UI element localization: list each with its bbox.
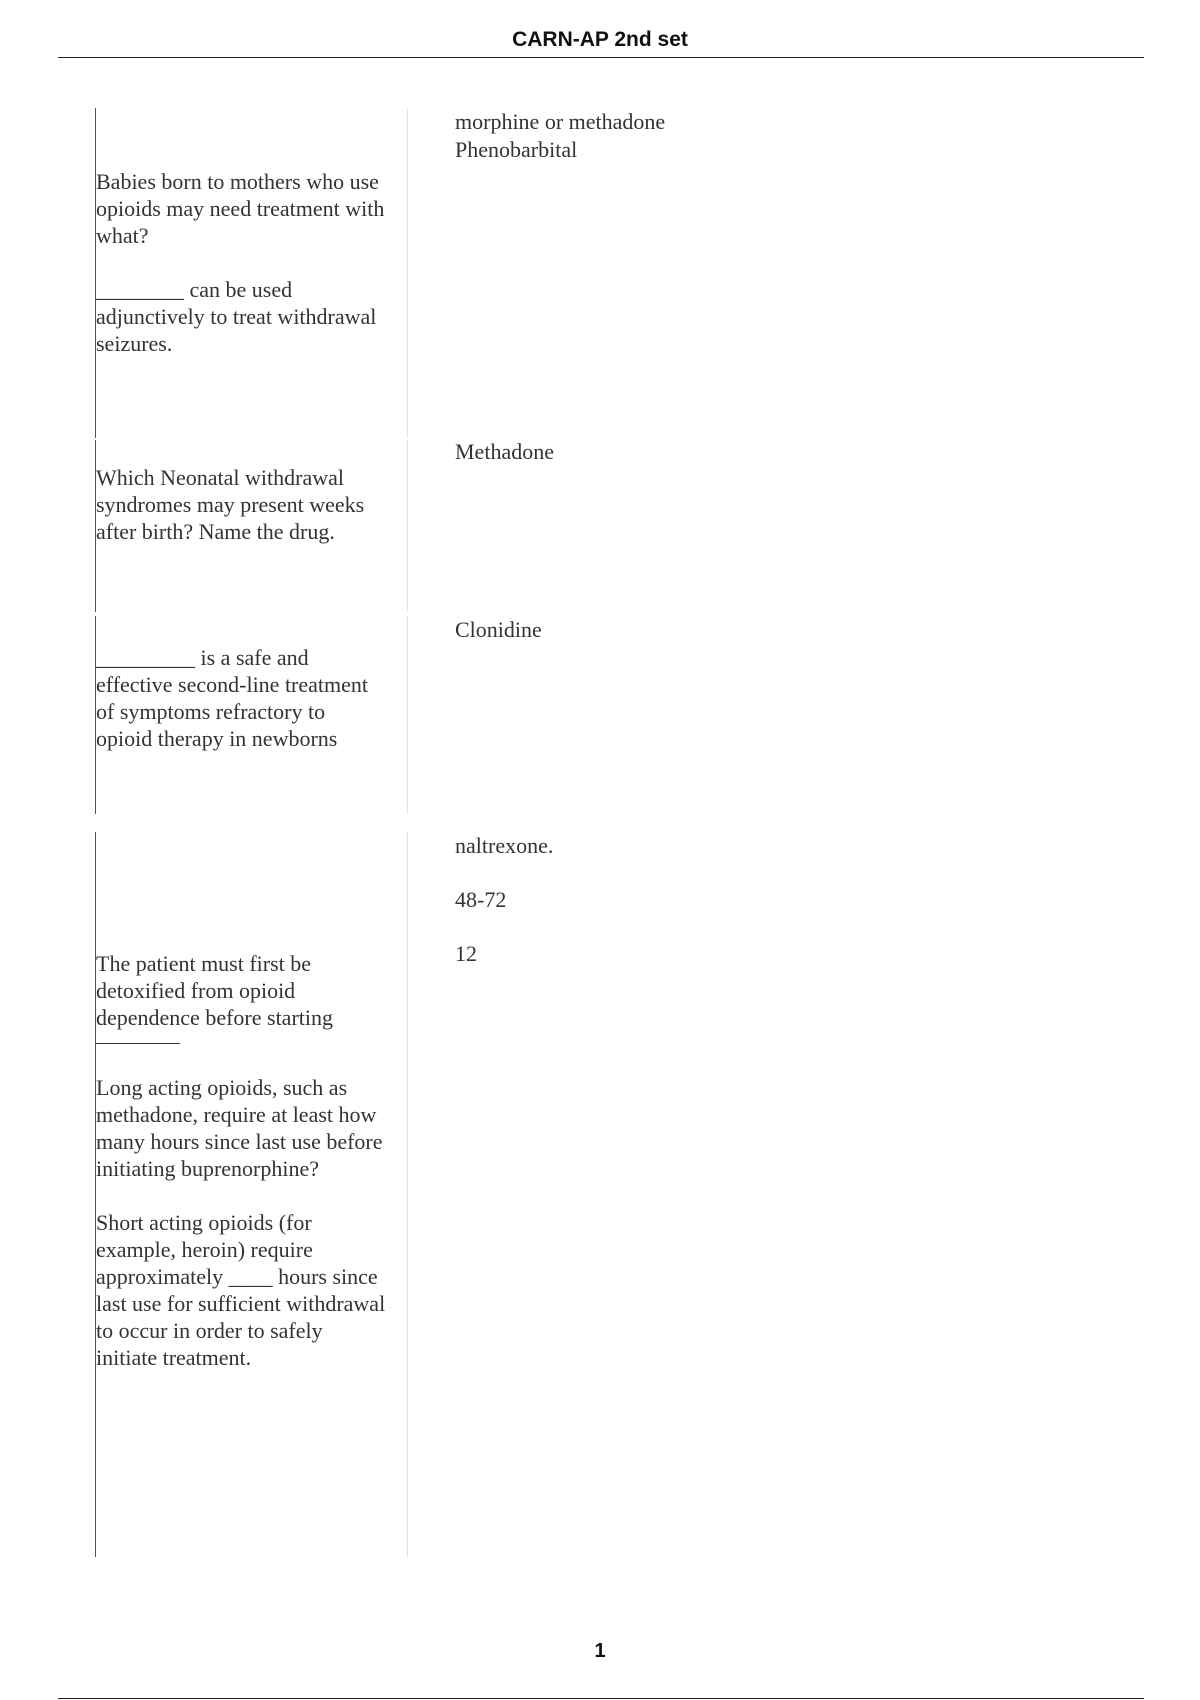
answer-blank — [96, 1031, 180, 1044]
answer-column — [455, 440, 1135, 612]
flashcard-3 — [95, 616, 1135, 814]
answer-column — [455, 108, 1135, 438]
answer-text: Phenobarbital — [455, 137, 578, 162]
answer-column — [455, 616, 1135, 814]
answer-text: naltrexone. — [455, 833, 554, 858]
answer-text: 12 — [455, 941, 477, 966]
question-column — [95, 108, 407, 438]
column-divider — [407, 832, 408, 1557]
question-text: ________ can be used adjunctively to treat withdrawal seizures. — [96, 277, 377, 356]
question-text: Long acting opioids, such as methadone, require at least how many hours since last use before initiating buprenorphine? — [96, 1075, 383, 1181]
question-text: Short acting opioids (for example, heroin) require approximately ____ hours since last use for sufficient withdrawal to occur in order to safely initiate treatment. — [96, 1210, 386, 1370]
question-text: The patient must first be detoxified from opioid dependence before starting — [96, 951, 333, 1030]
flashcard-1 — [95, 108, 1135, 438]
answer-text: Methadone — [455, 439, 554, 464]
column-divider — [407, 108, 408, 438]
column-divider — [407, 440, 408, 612]
flashcard-2 — [95, 440, 1135, 612]
footer-divider — [58, 1698, 1144, 1699]
column-divider — [407, 616, 408, 814]
question-column — [95, 616, 407, 814]
question-text: Babies born to mothers who use opioids may need treatment with what? — [96, 169, 385, 248]
page-header-title: CARN-AP 2nd set — [512, 28, 688, 51]
page-number: 1 — [594, 1640, 606, 1662]
flashcard-4 — [95, 832, 1135, 1557]
answer-text: morphine or methadone — [455, 109, 666, 134]
question-column — [95, 832, 407, 1557]
question-column — [95, 440, 407, 612]
answer-column — [455, 832, 1135, 1557]
answer-text: Clonidine — [455, 617, 542, 642]
answer-text: 48-72 — [455, 887, 507, 912]
question-text: Which Neonatal withdrawal syndromes may present weeks after birth? Name the drug. — [96, 465, 365, 544]
question-text: _________ is a safe and effective second-line treatment of symptoms refractory to opioid therapy in newborns — [96, 645, 369, 751]
header-divider — [58, 57, 1144, 58]
